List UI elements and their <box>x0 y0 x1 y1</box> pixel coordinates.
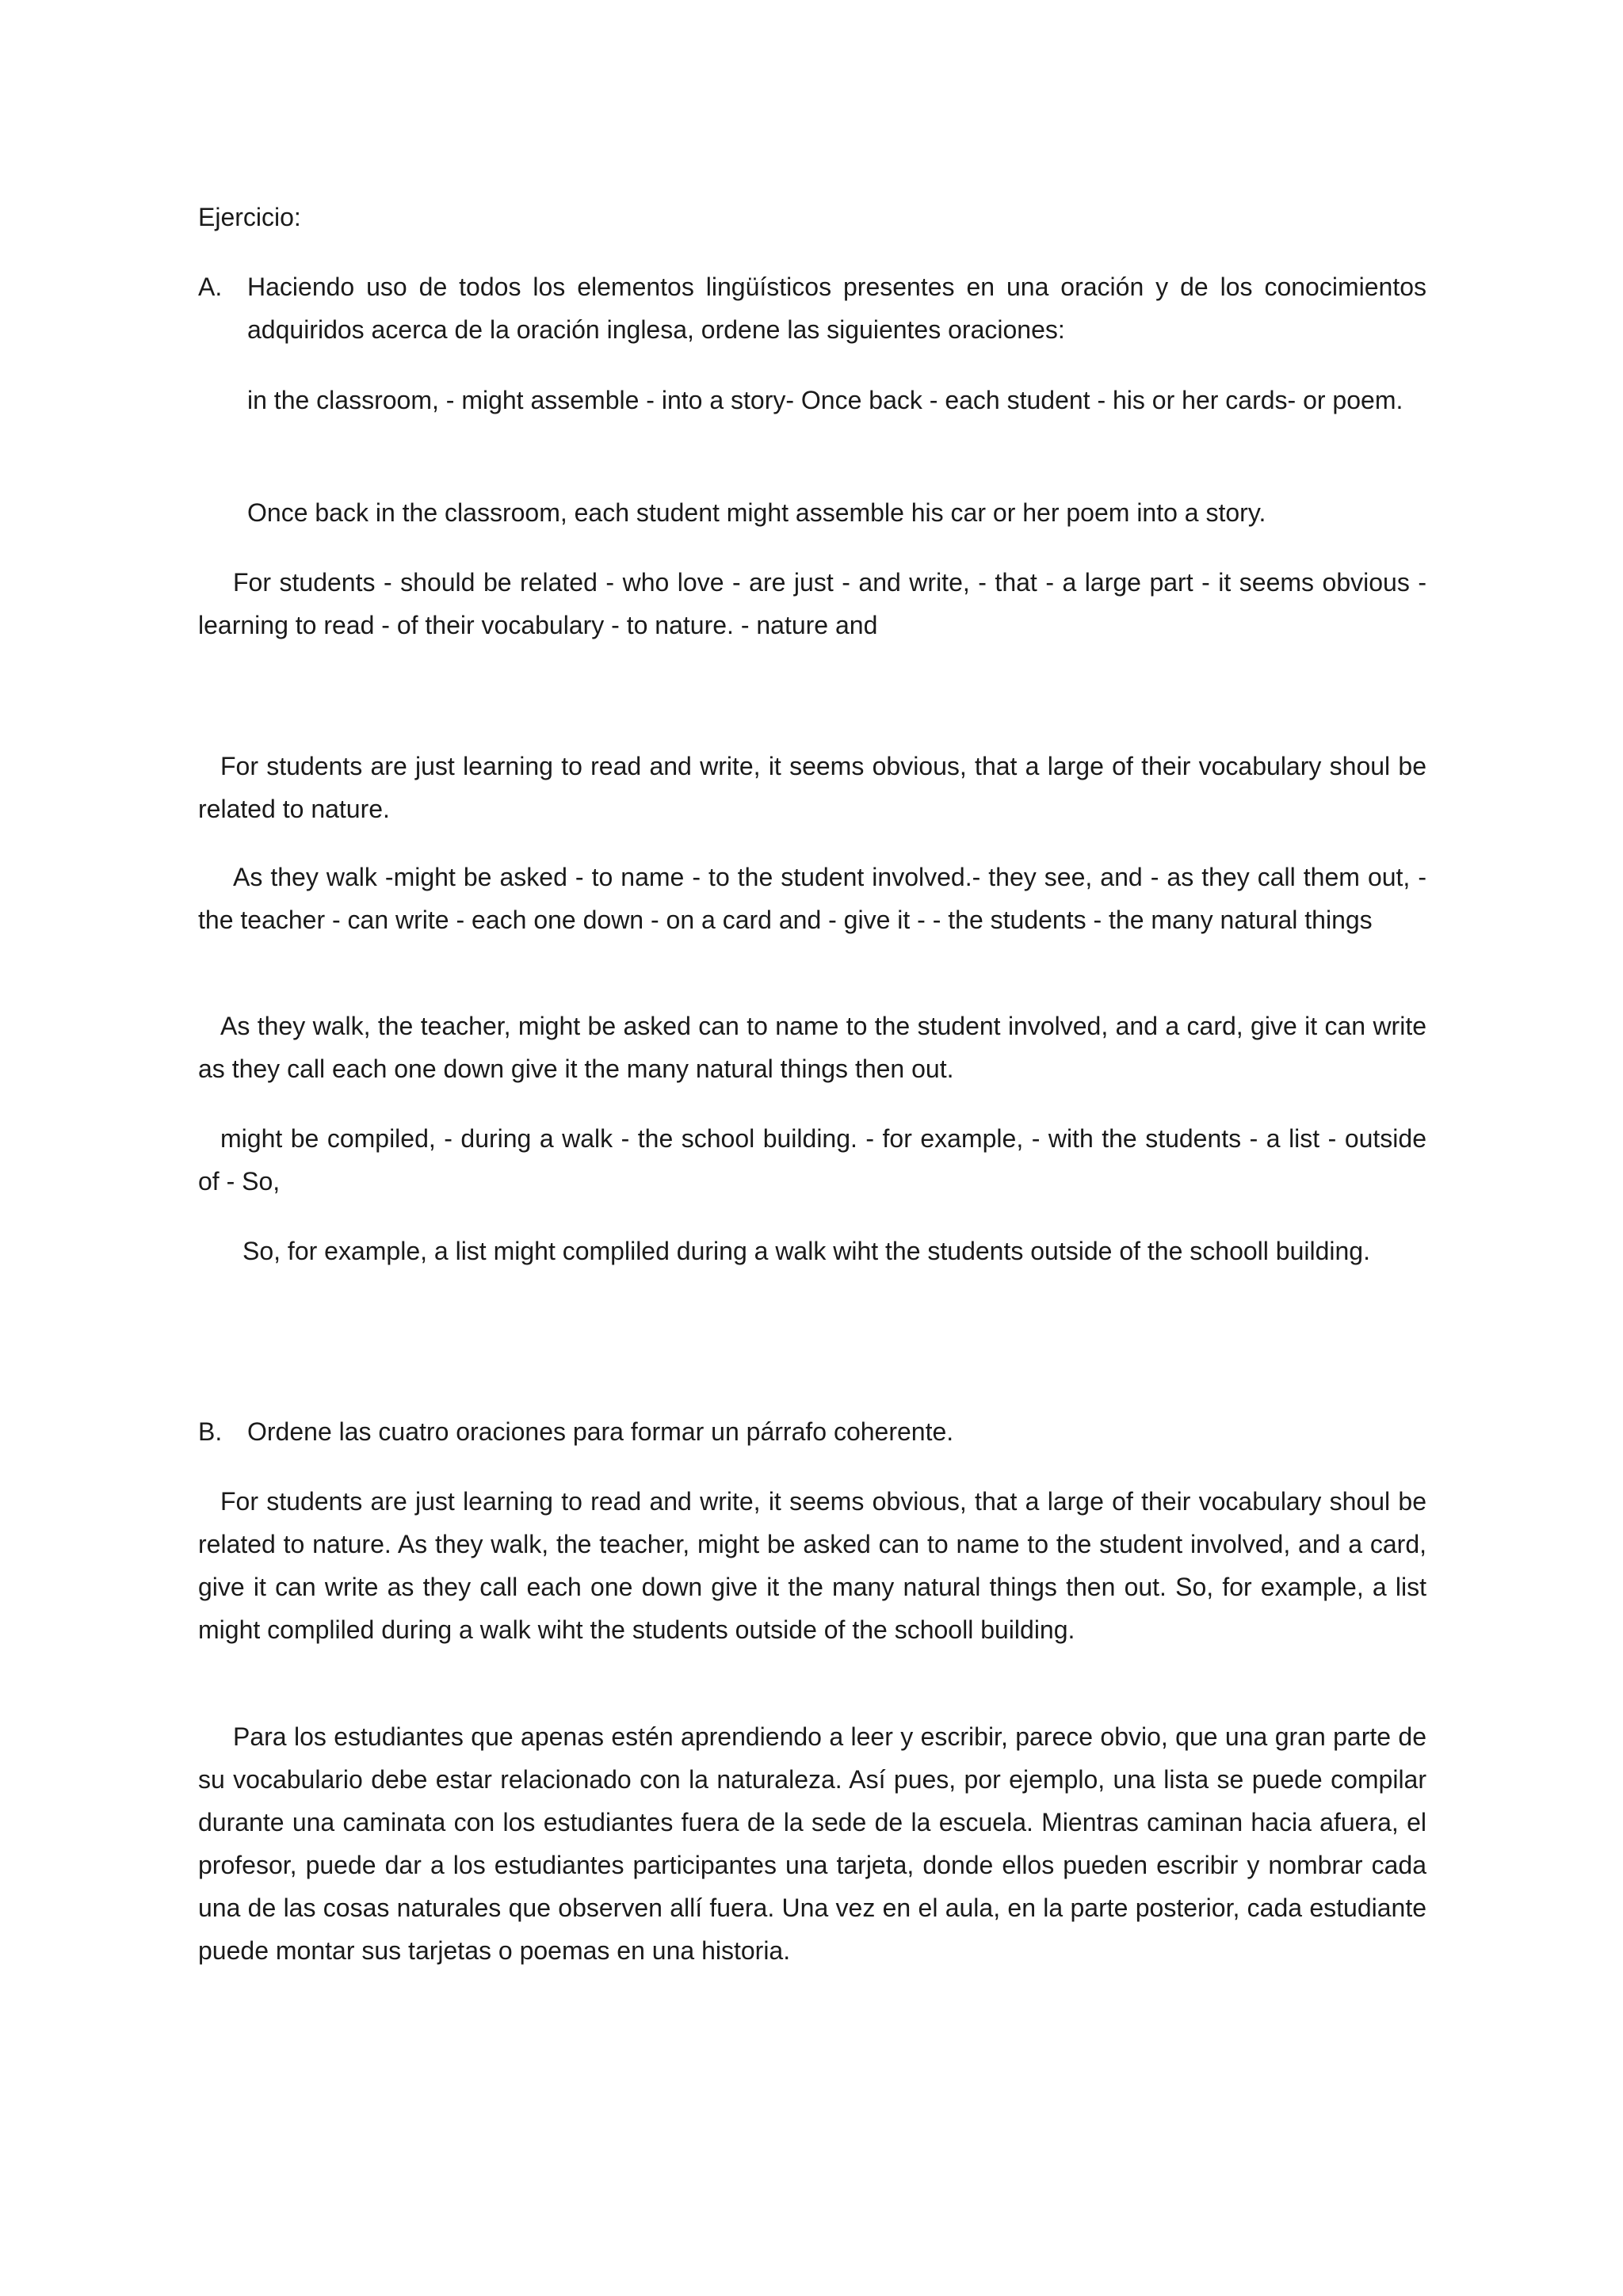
item-4-scrambled: might be compiled, - during a walk - the school building. - for example, - with the students - a list - outside of - So, <box>198 1124 1426 1196</box>
section-b-label: B. <box>198 1417 223 1446</box>
item-1-scrambled: in the classroom, - might assemble - into a story- Once back - each student - his or her cards- or poem. <box>247 386 1403 414</box>
item-2-answer: For students are just learning to read and write, it seems obvious, that a large of their vocabulary shoul be related to nature. <box>198 752 1426 823</box>
section-a-label: A. <box>198 273 223 301</box>
section-b-paragraph-english: For students are just learning to read and write, it seems obvious, that a large of their vocabulary shoul be related to nature. As they walk, the teacher, might be asked can to name to the student involved, and a card, give it can write as they call each one down give it the many natural things then out. So, for example, a list might compliled during a walk wiht the students outside of the schooll building. <box>198 1487 1426 1644</box>
page-heading: Ejercicio: <box>198 203 301 231</box>
section-b-instruction: Ordene las cuatro oraciones para formar un párrafo coherente. <box>247 1417 954 1446</box>
item-4-answer: So, for example, a list might compliled during a walk wiht the students outside of the schooll building. <box>242 1237 1370 1265</box>
item-3-answer: As they walk, the teacher, might be asked can to name to the student involved, and a card, give it can write as they call each one down give it the many natural things then out. <box>198 1012 1426 1083</box>
item-2-scrambled: For students - should be related - who love - are just - and write, - that - a large part - it seems obvious - learning to read - of their vocabulary - to nature. - nature and <box>198 568 1426 639</box>
item-1-answer: Once back in the classroom, each student might assemble his car or her poem into a story. <box>247 498 1266 527</box>
item-3-scrambled: As they walk -might be asked - to name - to the student involved.- they see, and - as they call them out, - the teacher - can write - each one down - on a card and - give it - - the students - the many natural things <box>198 863 1426 934</box>
section-a-instruction: Haciendo uso de todos los elementos lingüísticos presentes en una oración y de los conocimientos adquiridos acerca de la oración inglesa, ordene las siguientes oraciones: <box>247 273 1426 344</box>
section-b-paragraph-spanish: Para los estudiantes que apenas estén aprendiendo a leer y escribir, parece obvio, que una gran parte de su vocabulario debe estar relacionado con la naturaleza. Así pues, por ejemplo, una lista se puede compilar durante una caminata con los estudiantes fuera de la sede de la escuela. Mientras caminan hacia afuera, el profesor, puede dar a los estudiantes participantes una tarjeta, donde ellos pueden escribir y nombrar cada una de las cosas naturales que observen allí fuera. Una vez en el aula, en la parte posterior, cada estudiante puede montar sus tarjetas o poemas en una historia. <box>198 1722 1426 1965</box>
